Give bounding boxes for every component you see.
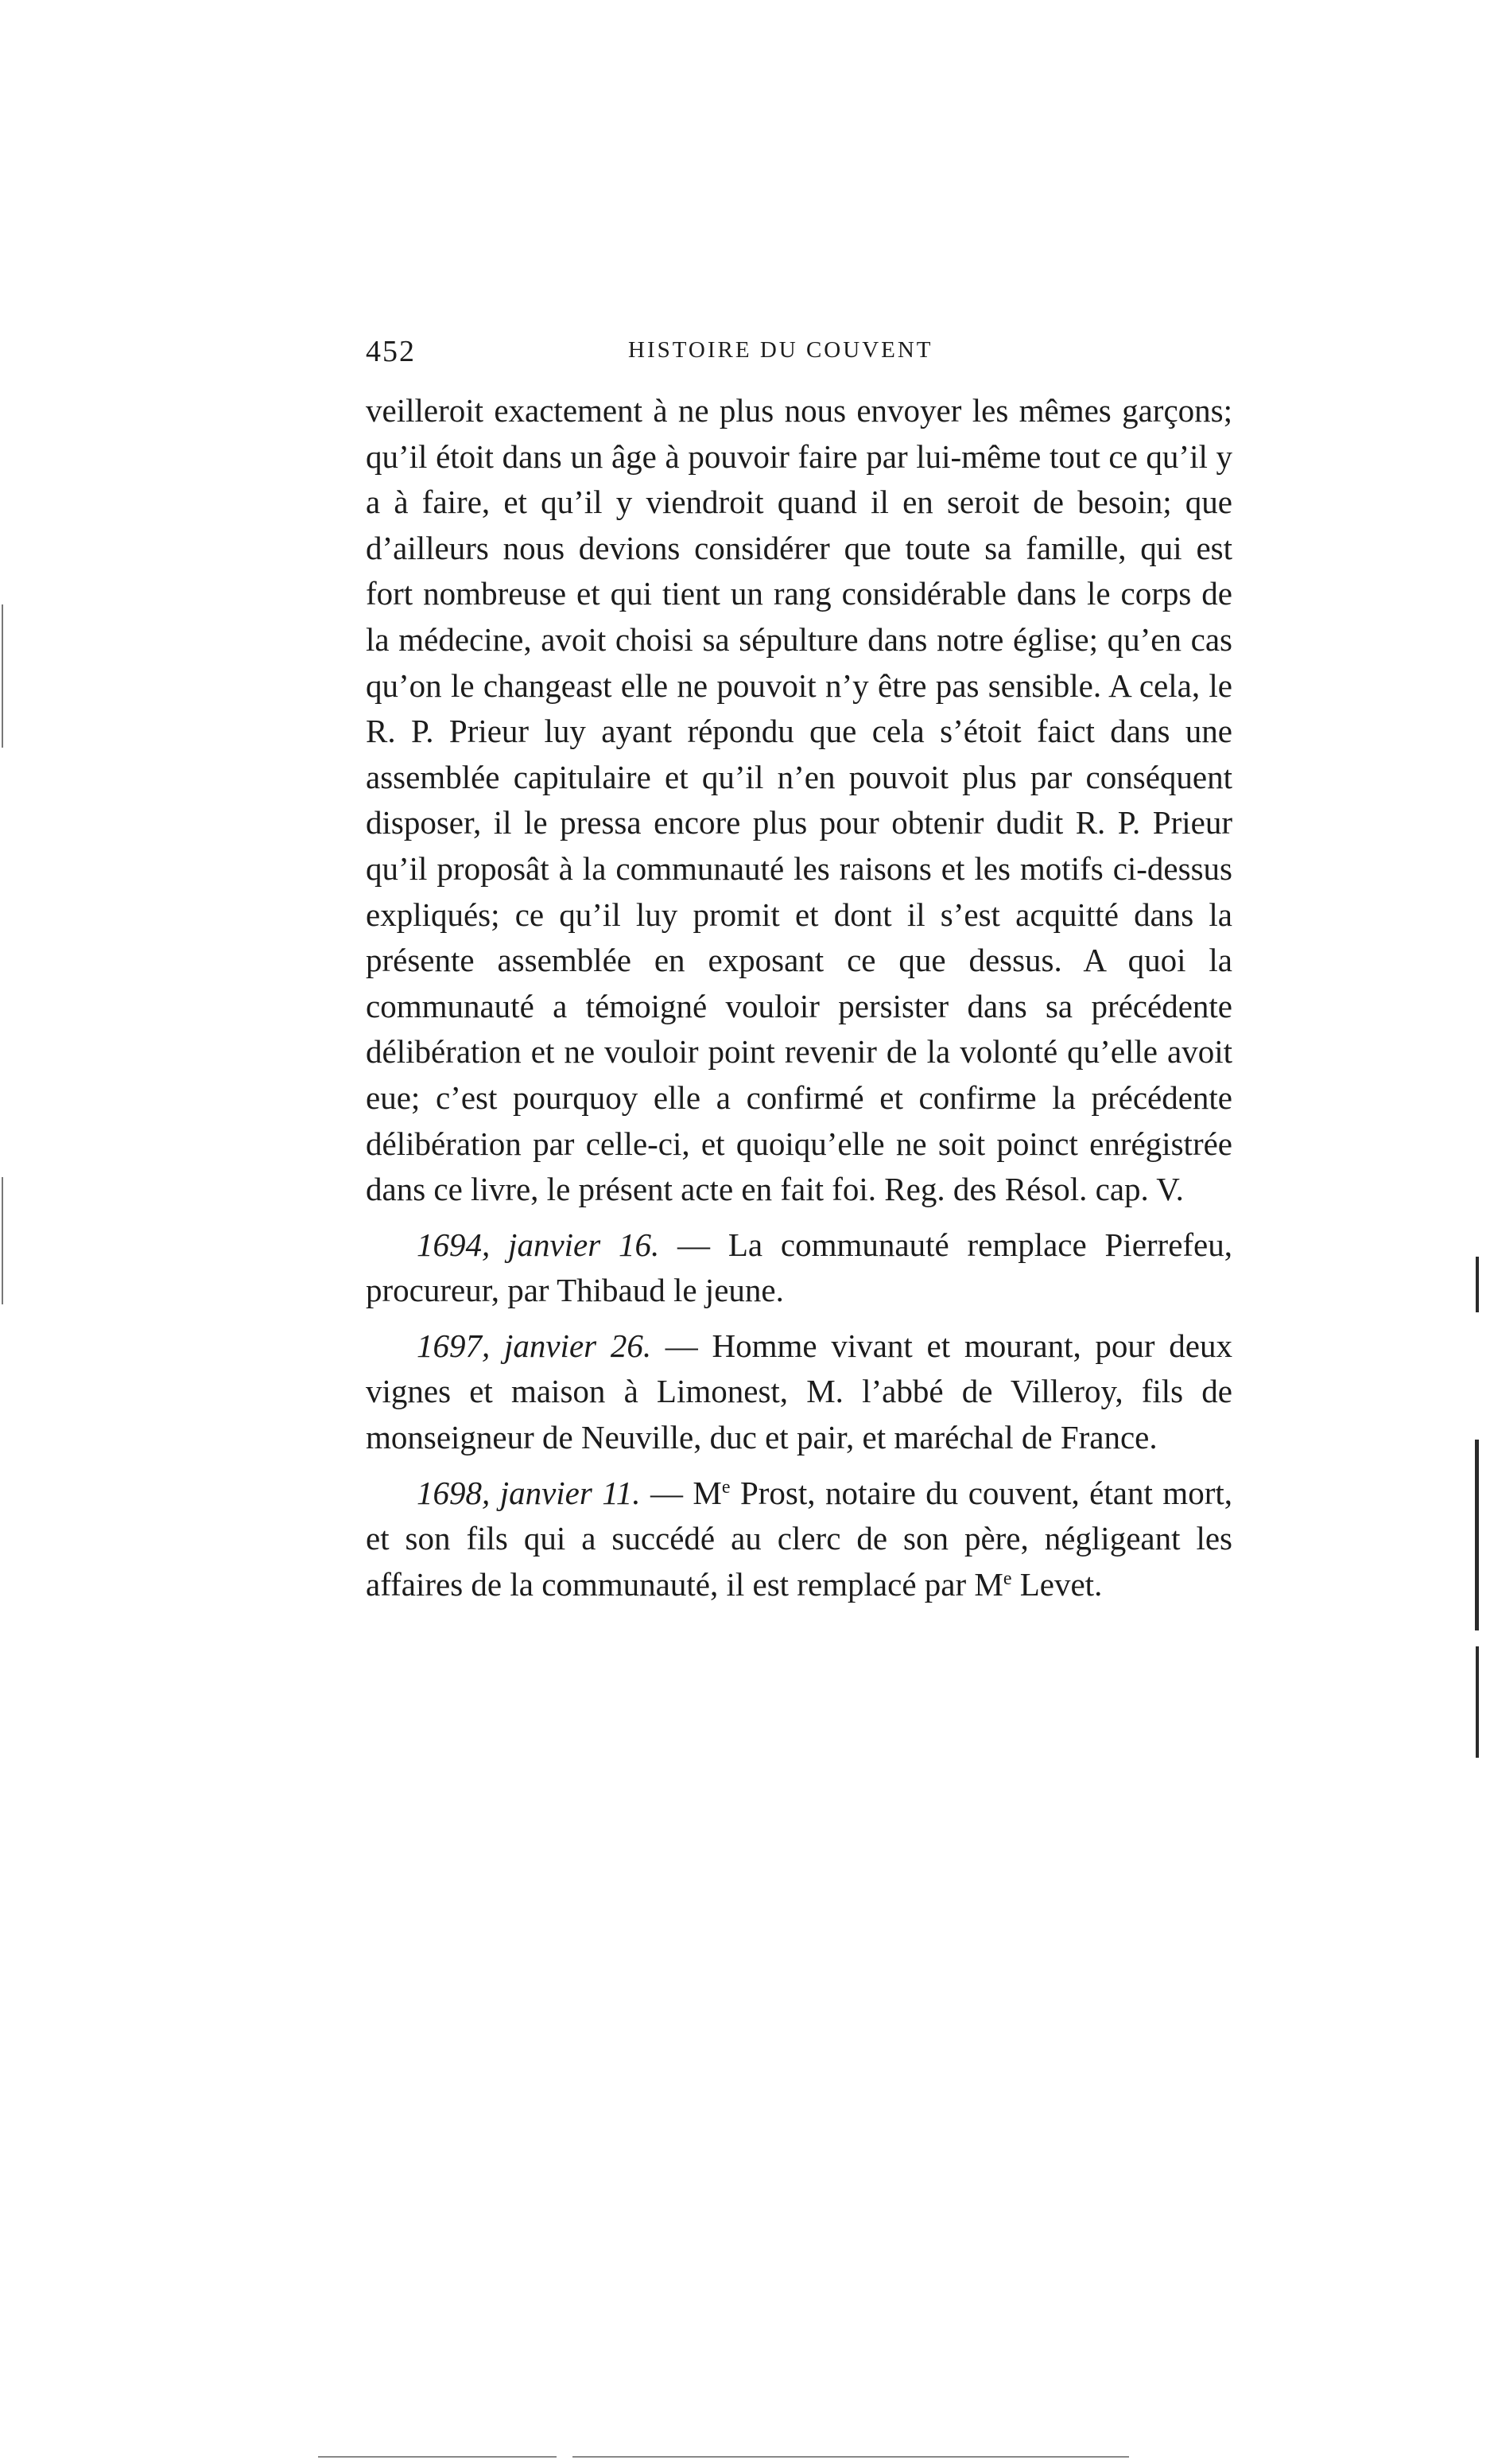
superscript-e: e — [1003, 1568, 1012, 1589]
entry-text: — La communauté remplace Pierrefeu, procureur, par Thibaud le jeune. — [366, 1226, 1232, 1309]
entry-1694 — [366, 1222, 1232, 1314]
entry-date: 1697, janvier 26. — [417, 1327, 652, 1364]
scan-edge-mark — [2, 1177, 3, 1304]
entry-1697 — [366, 1323, 1232, 1461]
entry-text-start: — M — [640, 1474, 722, 1511]
running-title: HISTOIRE DU COUVENT — [628, 337, 933, 363]
running-head — [366, 334, 1232, 374]
entry-date: 1694, janvier 16. — [417, 1226, 660, 1263]
continuation-paragraph: veilleroit exactement à ne plus nous envoyer les mêmes garçons; qu’il étoit dans un âge à pouvoir faire par lui-même tout ce qu’il y a à faire, et qu’il y viendroit quand il en seroit de besoin; que d’ailleurs nous devions considérer que toute sa famille, qui est fort nombreuse et qui tient un rang considérable dans le corps de la médecine, avoit choisi sa sépulture dans notre église; qu’en cas qu’on le changeast elle ne pouvoit n’y être pas sensible. A cela, le R. P. Prieur luy ayant répondu que cela s’étoit faict dans une assemblée capitulaire et qu’il n’en pouvoit plus par conséquent disposer, il le pressa encore plus pour obtenir dudit R. P. Prieur qu’il proposât à la communauté les raisons et les motifs ci-dessus expliqués; ce qu’il luy promit et dont il s’est acquitté dans la présente assemblée en exposant ce que dessus. A quoi la communauté a témoigné vouloir persister dans sa précédente délibération et ne vouloir point revenir de la volonté qu’elle avoit eue; c’est pourquoy elle a confirmé et confirme la précédente délibération par celle-ci, et quoiqu’elle ne soit poinct enrégistrée dans ce livre, le présent acte en fait foi. Reg. des Résol. cap. V. — [366, 392, 1232, 1208]
entry-text: — Homme vivant et mourant, pour deux vignes et maison à Limonest, M. l’abbé de Villeroy, fils de monseigneur de Neuville, duc et pair, et maréchal de France. — [366, 1327, 1232, 1456]
page-number: 452 — [366, 335, 416, 368]
scan-edge-mark — [2, 604, 3, 748]
entry-text-end: Levet. — [1011, 1565, 1103, 1603]
entry-1698 — [366, 1471, 1232, 1608]
scan-edge-mark — [318, 2456, 557, 2458]
superscript-e: e — [721, 1476, 731, 1498]
scan-edge-mark — [1476, 1646, 1479, 1758]
body-text — [366, 388, 1232, 1607]
scan-edge-mark — [1475, 1440, 1479, 1630]
scan-edge-mark — [572, 2456, 1129, 2458]
scan-edge-mark — [1476, 1257, 1479, 1312]
entry-date: 1698, janvier 11. — [417, 1474, 641, 1511]
entry-text-middle: Prost, notaire du couvent, étant mort, et son fils qui a succédé au clerc de son père, négligeant les affaires de la communauté, il est remplacé par M — [366, 1474, 1232, 1603]
